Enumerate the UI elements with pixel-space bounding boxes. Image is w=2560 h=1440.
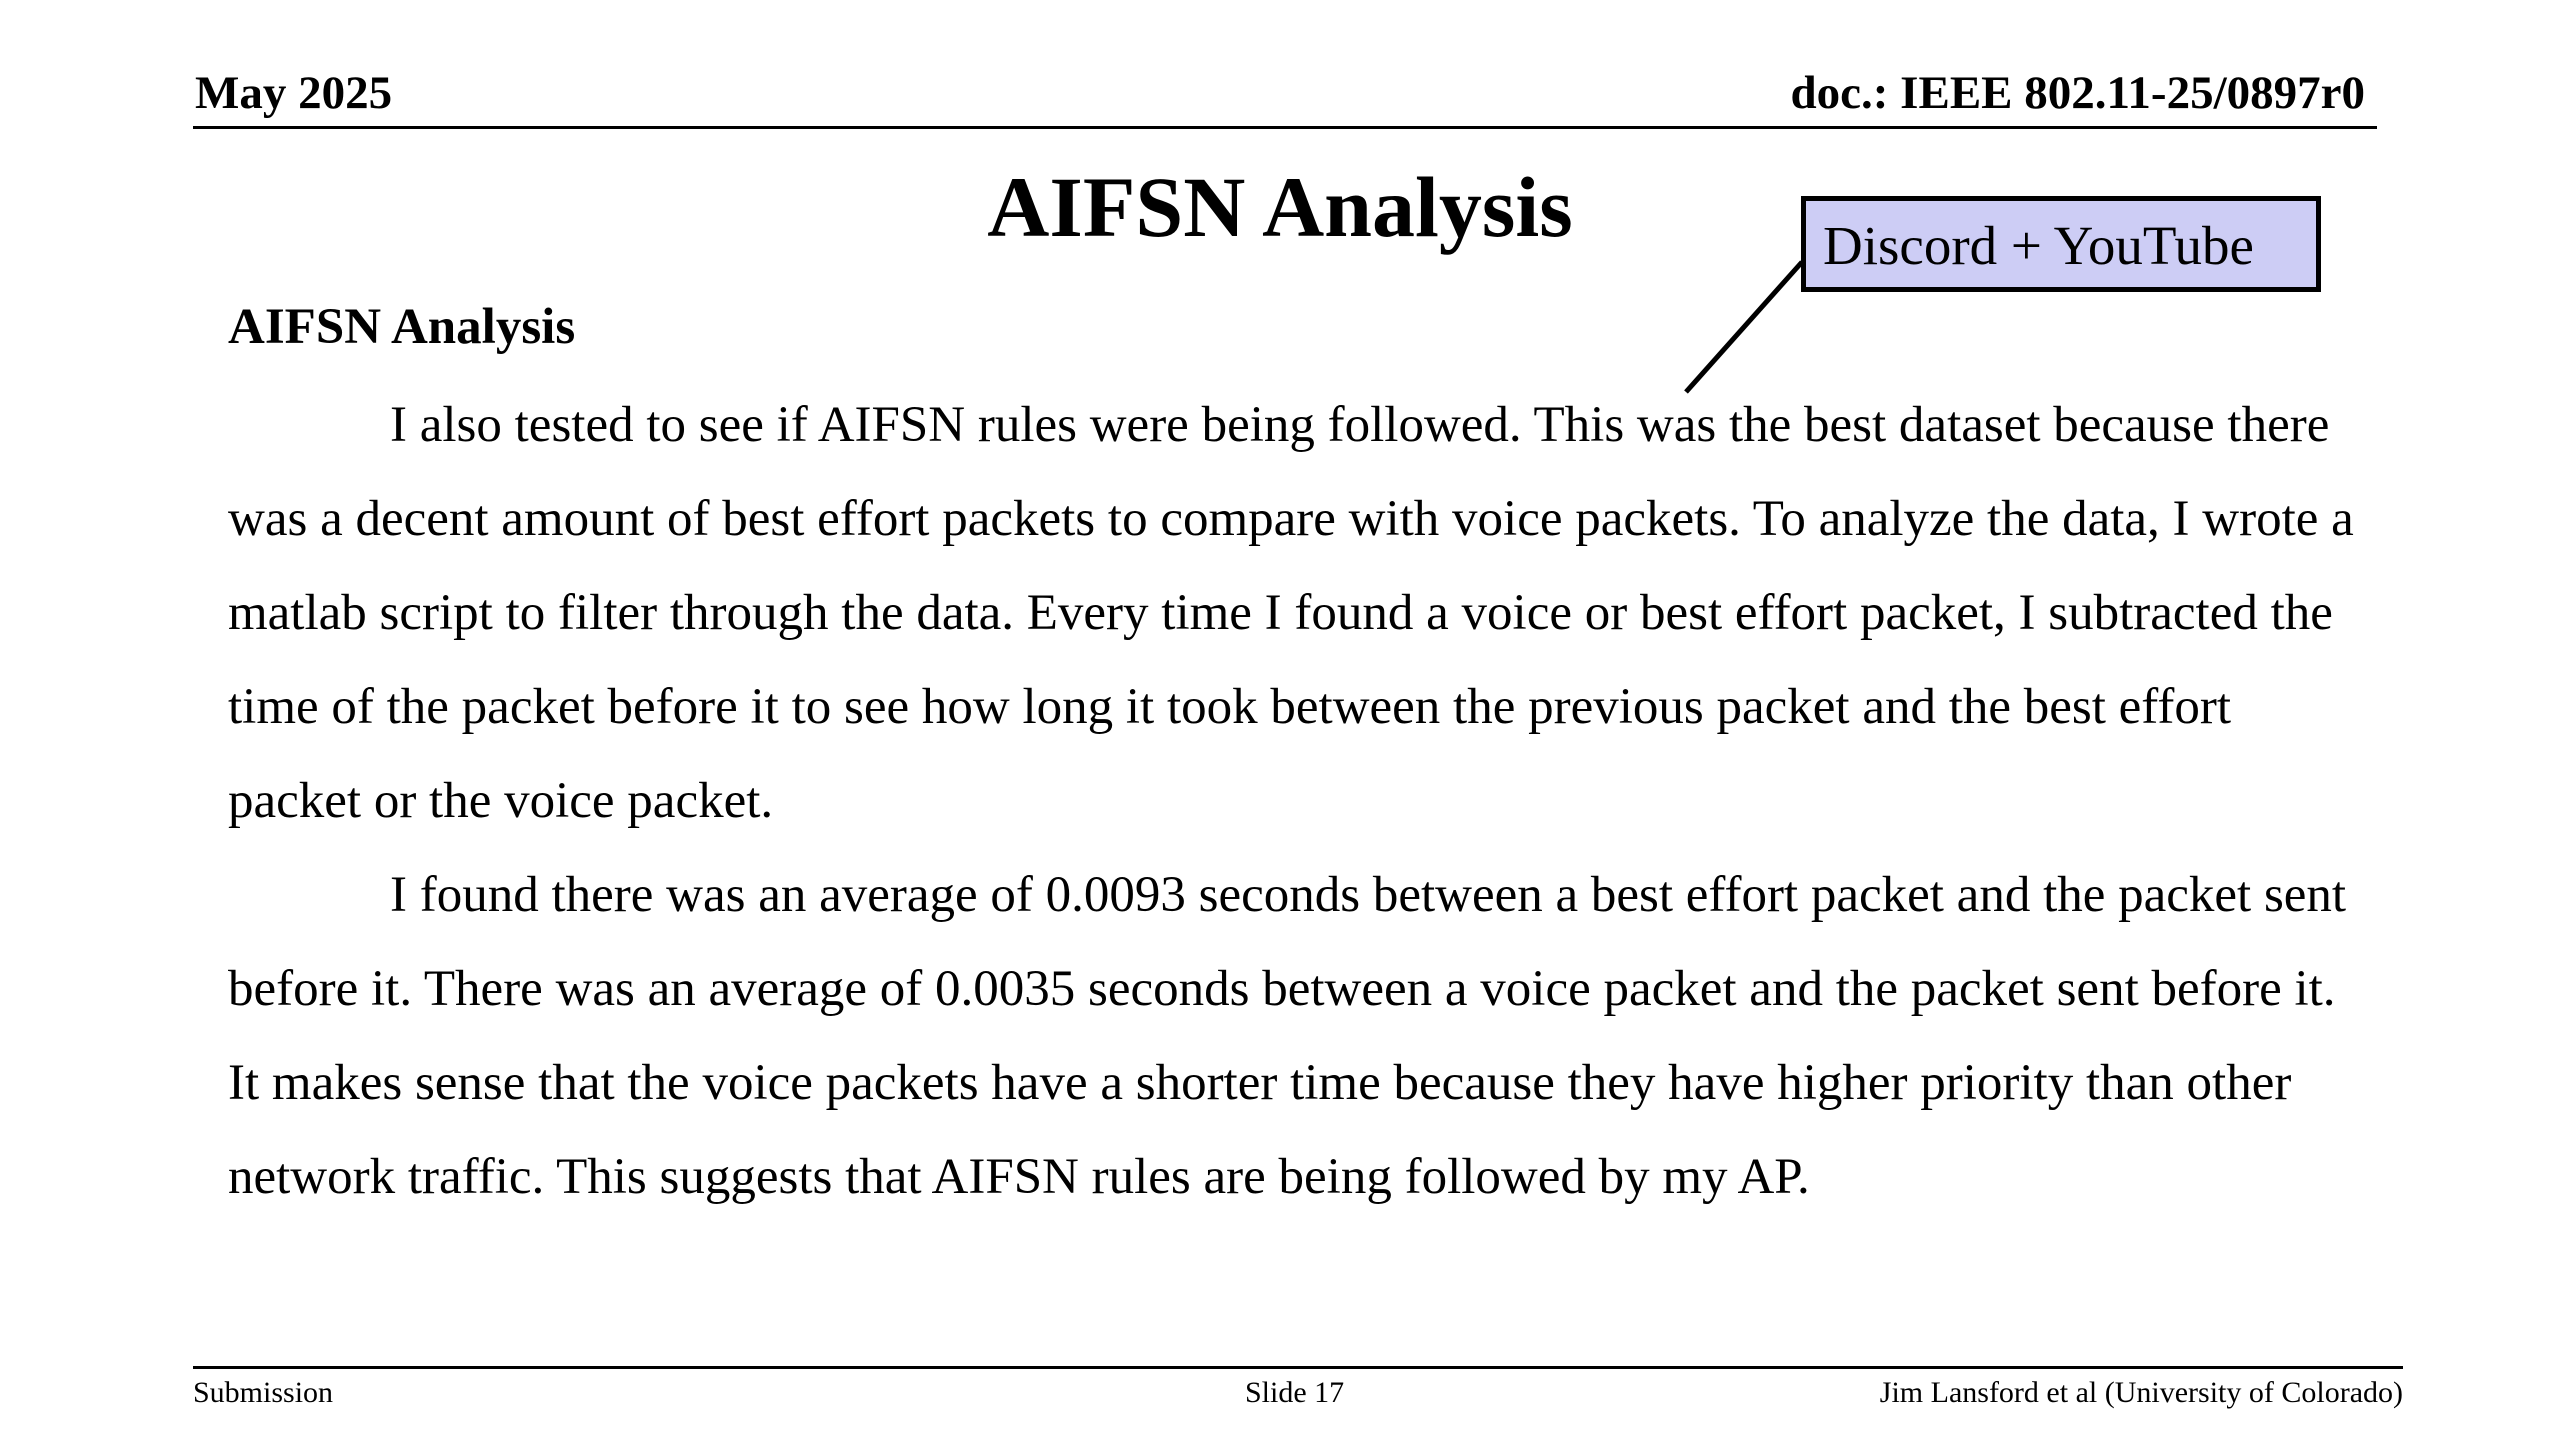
header-doc-id: doc.: IEEE 802.11-25/0897r0 (1790, 67, 2365, 119)
footer-author: Jim Lansford et al (University of Colorado) (1879, 1376, 2403, 1409)
body-paragraph-2: I found there was an average of 0.0093 seconds between a best effort packet and the packet sent before it. There was an average of 0.0035 seconds between a voice packet and the packet sent before it. It makes sense that the voice packets have a shorter time because they have higher priority than other network traffic. This suggests that AIFSN rules are being followed by my AP. (228, 867, 2347, 1205)
header-rule (193, 126, 2377, 129)
header-date: May 2025 (195, 67, 393, 119)
body-paragraph-1: I also tested to see if AIFSN rules were being followed. This was the best dataset because there was a decent amount of best effort packets to compare with voice packets. To analyze the data, I wrote a matlab script to filter through the data. Every time I found a voice or best effort packet, I subtracted the time of the packet before it to see how long it took between the previous packet and the best effort packet or the voice packet. (228, 397, 2354, 829)
footer-submission: Submission (193, 1376, 334, 1409)
footer-rule (193, 1366, 2403, 1369)
callout-box (1801, 196, 2321, 292)
body-content (228, 299, 2368, 1224)
footer-slide-number: Slide 17 (1245, 1376, 1345, 1409)
body-subheading: AIFSN Analysis (228, 299, 576, 355)
slide-title: AIFSN Analysis (987, 159, 1573, 255)
callout-label: Discord + YouTube (1823, 215, 2254, 276)
